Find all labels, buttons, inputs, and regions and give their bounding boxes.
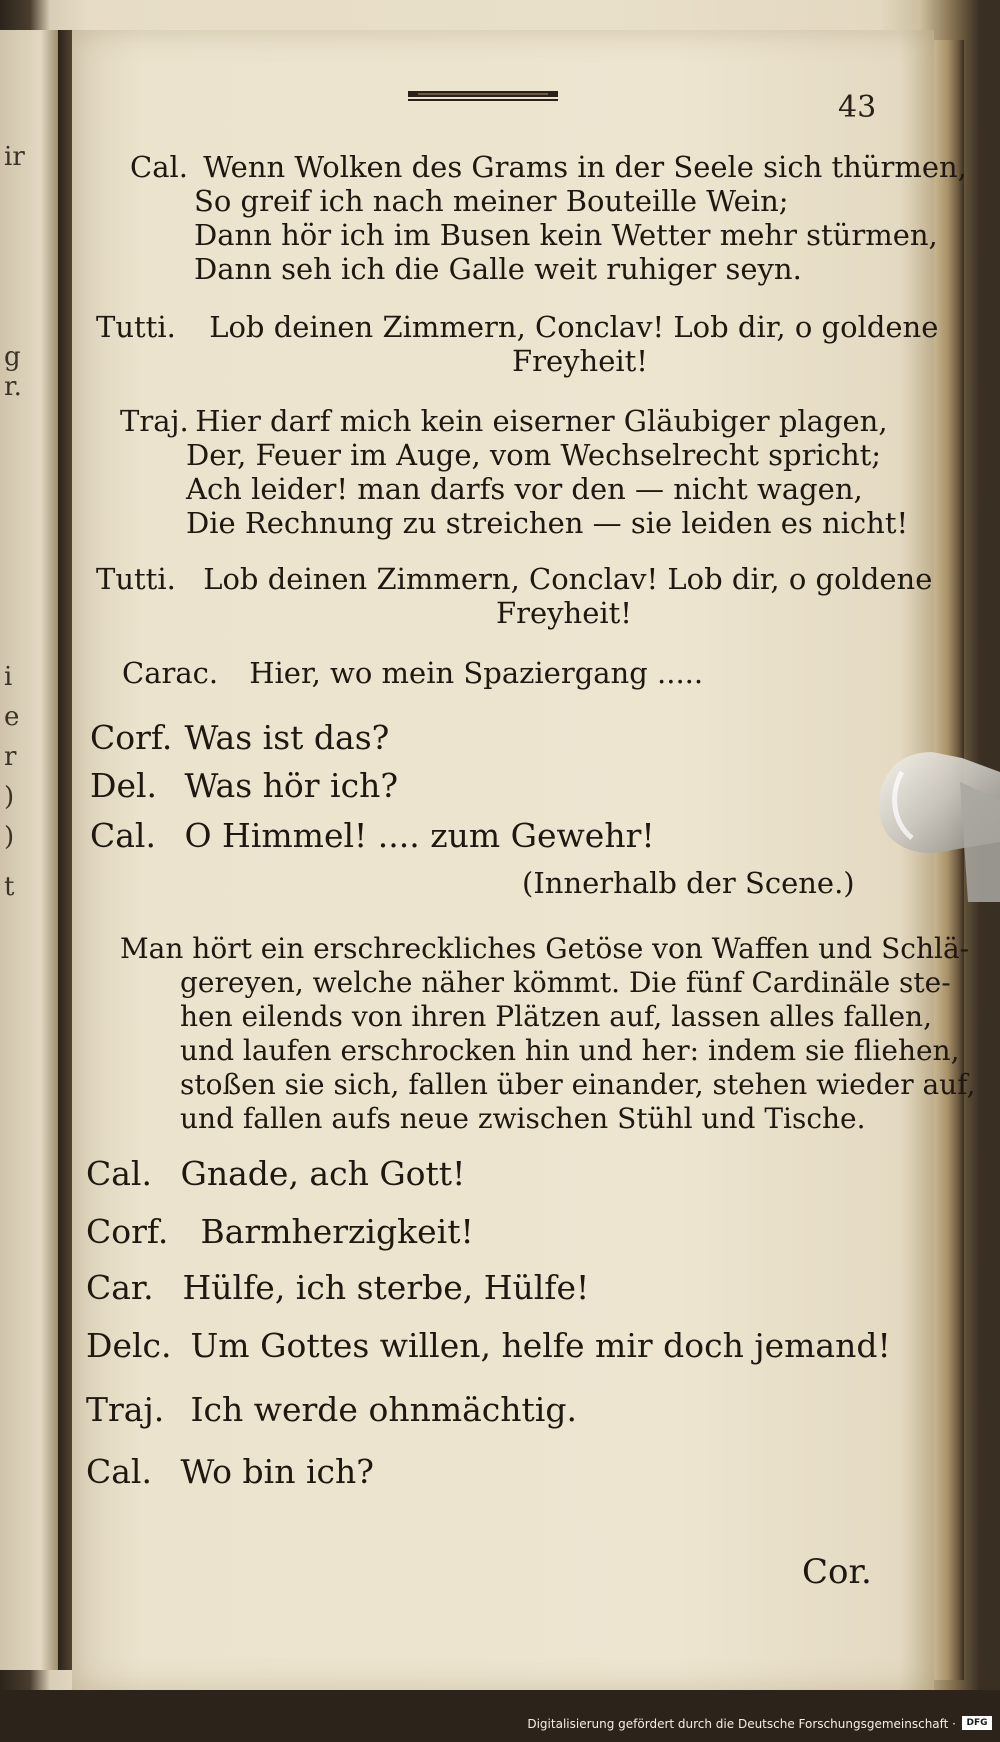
verse-line [120,404,888,438]
speaker-name: Carac. [122,656,219,690]
dialogue-line [90,718,389,758]
verse-line [96,562,932,596]
verse-text: Hier darf mich kein eiserner Gläubiger plagen, [195,404,888,438]
dialogue-line [86,1154,465,1194]
dialogue-line [86,1452,374,1492]
stage-direction-line: und fallen aufs neue zwischen Stühl und Tische. [180,1102,866,1135]
speaker-name: Corf. [86,1212,169,1251]
header-ornament [408,88,558,102]
dialogue-line [86,1212,474,1252]
dialogue-text: Hülfe, ich sterbe, Hülfe! [182,1268,590,1307]
verse-text: Hier, wo mein Spaziergang ..... [249,656,704,690]
digitization-credit: Digitalisierung gefördert durch die Deutsche Forschungsgemeinschaft · [527,1717,956,1731]
speaker-name: Cal. [86,1452,152,1491]
speaker-name: Traj. [120,404,189,438]
speaker-name: Cal. [90,816,156,855]
book-gutter [58,30,72,1670]
speaker-name: Traj. [86,1390,165,1429]
verse-text: Lob deinen Zimmern, Conclav! Lob dir, o goldene [209,310,939,344]
speaker-name: Cal. [130,150,188,184]
left-page-fragment: ) [4,782,15,812]
stage-direction-line: gereyen, welche näher kömmt. Die fünf Cardinäle ste- [180,966,951,999]
verse-line: Der, Feuer im Auge, vom Wechselrecht spricht; [186,438,882,472]
catchword: Cor. [802,1552,872,1592]
dialogue-line [86,1268,589,1308]
dialogue-text: Um Gottes willen, helfe mir doch jemand! [190,1326,891,1365]
dialogue-text: Ich werde ohnmächtig. [190,1390,577,1429]
page-clip [872,752,1000,902]
dialogue-text: Was hör ich? [184,766,399,805]
speaker-name: Delc. [86,1326,172,1365]
verse-line [130,150,967,184]
speaker-name: Corf. [90,718,173,757]
left-page-fragment: r. [4,372,22,402]
dialogue-text: Barmherzigkeit! [200,1212,474,1251]
left-page-fragment: i [4,662,13,692]
left-page-fragment: ) [4,822,15,852]
page-number: 43 [838,90,877,125]
verse-line [96,310,938,344]
scan-bottom-band [0,1690,1000,1742]
verse-text: Lob deinen Zimmern, Conclav! Lob dir, o goldene [203,562,933,596]
dialogue-text: O Himmel! .... zum Gewehr! [184,816,655,855]
verse-line: Freyheit! [512,344,648,378]
verse-line: Ach leider! man darfs vor den — nicht wagen, [186,472,863,506]
left-page-fragment: r [4,742,17,772]
dialogue-line [90,816,655,856]
speaker-name: Car. [86,1268,154,1307]
offstage-note: (Innerhalb der Scene.) [522,866,855,900]
dfg-logo: DFG [962,1716,992,1730]
verse-line: Dann hör ich im Busen kein Wetter mehr stürmen, [194,218,938,252]
dialogue-line [86,1390,577,1430]
stage-direction-line: und laufen erschrocken hin und her: indem sie fliehen, [180,1034,960,1067]
dialogue-line [90,766,398,806]
left-page-edge [0,30,58,1670]
verse-line: So greif ich nach meiner Bouteille Wein; [194,184,789,218]
dialogue-text: Wo bin ich? [180,1452,374,1491]
speaker-name: Del. [90,766,158,805]
left-page-fragment: g [4,342,21,372]
verse-line [122,656,703,690]
left-page-fragment: e [4,702,20,732]
verse-line: Die Rechnung zu streichen — sie leiden es nicht! [186,506,909,540]
dialogue-text: Was ist das? [184,718,390,757]
stage-direction-line: Man hört ein erschreckliches Getöse von Waffen und Schlä- [120,932,970,965]
speaker-name: Tutti. [96,562,176,596]
stage-direction-line: stoßen sie sich, fallen über einander, stehen wieder auf, [180,1068,976,1101]
verse-line: Freyheit! [496,596,632,630]
left-page-fragment: ir [4,142,25,172]
dialogue-text: Gnade, ach Gott! [180,1154,466,1193]
left-page-fragment: t [4,872,15,902]
verse-text: Wenn Wolken des Grams in der Seele sich thürmen, [203,150,967,184]
speaker-name: Tutti. [96,310,176,344]
verse-line: Dann seh ich die Galle weit ruhiger seyn. [194,252,802,286]
speaker-name: Cal. [86,1154,152,1193]
stage-direction-line: hen eilends von ihren Plätzen auf, lassen alles fallen, [180,1000,932,1033]
dialogue-line [86,1326,891,1366]
